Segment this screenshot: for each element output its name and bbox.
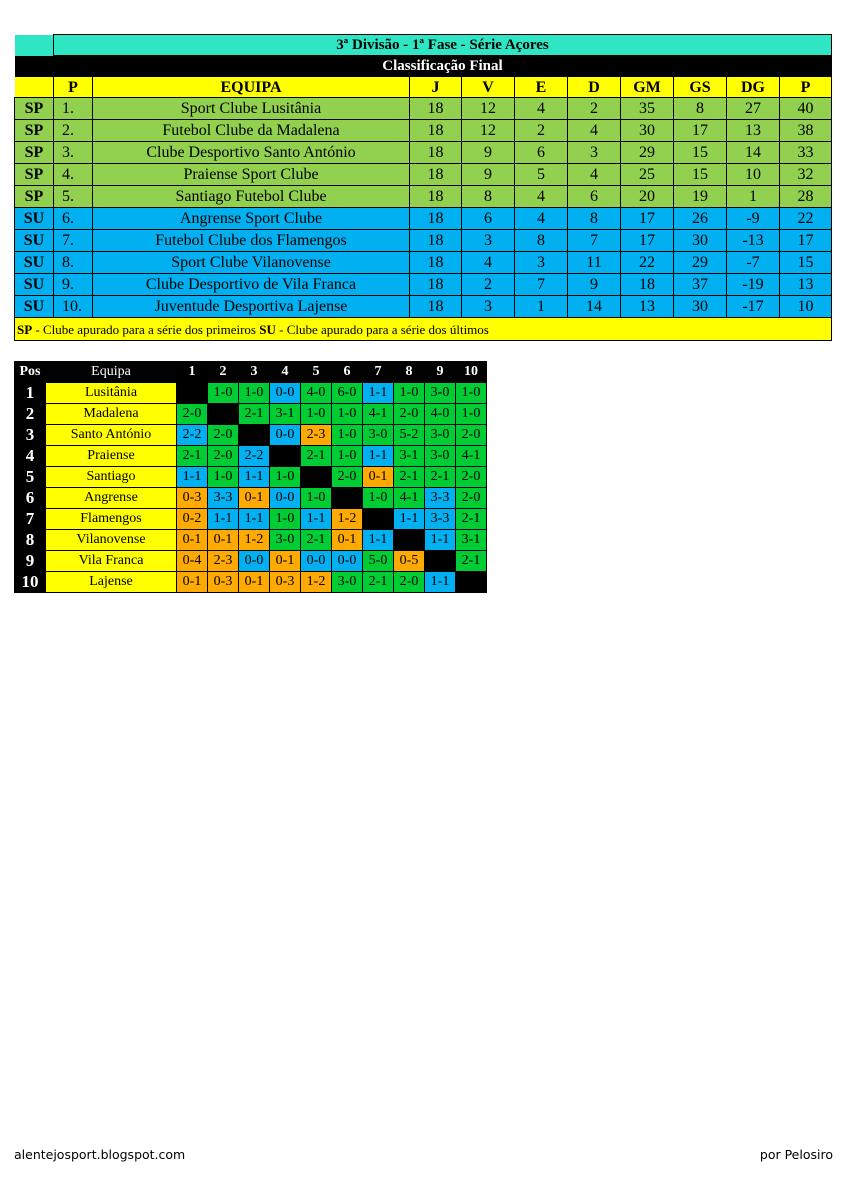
points-cell: 32 (780, 164, 832, 186)
match-result-cell: 2-1 (394, 467, 425, 488)
legend-sp-text: - Clube apurado para a série dos primeiros (32, 321, 260, 337)
match-result-cell: 4-0 (425, 404, 456, 425)
qualification-tag: SP (15, 98, 54, 120)
goals-for-cell: 18 (621, 274, 674, 296)
results-matrix (14, 361, 487, 593)
match-result-cell: 3-0 (270, 530, 301, 551)
goals-against-cell: 15 (674, 164, 727, 186)
matrix-row-team: Angrense (46, 488, 177, 509)
match-result-cell: 1-0 (270, 467, 301, 488)
match-result-cell: 1-0 (394, 383, 425, 404)
header-losses: D (568, 77, 621, 98)
standings-row (15, 98, 832, 120)
losses-cell: 7 (568, 230, 621, 252)
standings-row (15, 142, 832, 164)
standings-legend (15, 318, 832, 341)
team-name-cell: Santiago Futebol Clube (93, 186, 410, 208)
wins-cell: 9 (462, 164, 515, 186)
standings-row (15, 208, 832, 230)
draws-cell: 6 (515, 142, 568, 164)
matrix-column-header: 9 (425, 362, 456, 383)
match-result-cell: 0-3 (208, 572, 239, 593)
goals-against-cell: 15 (674, 142, 727, 164)
match-result-cell: 1-2 (239, 530, 270, 551)
match-result-cell: 1-1 (363, 383, 394, 404)
matrix-row-position: 10 (15, 572, 46, 593)
qualification-tag: SP (15, 186, 54, 208)
match-result-cell: 0-4 (177, 551, 208, 572)
losses-cell: 11 (568, 252, 621, 274)
match-result-cell: 0-0 (270, 425, 301, 446)
match-result-cell: 2-0 (208, 425, 239, 446)
match-result-cell: 0-0 (270, 488, 301, 509)
match-result-cell: 0-1 (239, 572, 270, 593)
standings-row (15, 252, 832, 274)
match-result-cell: 2-2 (239, 446, 270, 467)
standings-row (15, 164, 832, 186)
header-team: EQUIPA (93, 77, 410, 98)
matrix-self-cell (208, 404, 239, 425)
match-result-cell: 1-0 (208, 467, 239, 488)
standings-row (15, 230, 832, 252)
match-result-cell: 0-3 (270, 572, 301, 593)
match-result-cell: 2-1 (425, 467, 456, 488)
standings-row (15, 186, 832, 208)
goal-difference-cell: -17 (727, 296, 780, 318)
losses-cell: 3 (568, 142, 621, 164)
standings-row (15, 296, 832, 318)
qualification-tag: SU (15, 208, 54, 230)
wins-cell: 3 (462, 296, 515, 318)
draws-cell: 4 (515, 186, 568, 208)
match-result-cell: 1-2 (332, 509, 363, 530)
matrix-row-position: 7 (15, 509, 46, 530)
match-result-cell: 2-3 (208, 551, 239, 572)
games-cell: 18 (410, 274, 462, 296)
match-result-cell: 1-1 (239, 509, 270, 530)
header-goal-difference: DG (727, 77, 780, 98)
matrix-row-position: 6 (15, 488, 46, 509)
team-name-cell: Clube Desportivo de Vila Franca (93, 274, 410, 296)
matrix-row-team: Lajense (46, 572, 177, 593)
points-cell: 13 (780, 274, 832, 296)
match-result-cell: 2-0 (208, 446, 239, 467)
goals-for-cell: 30 (621, 120, 674, 142)
wins-cell: 9 (462, 142, 515, 164)
match-result-cell: 1-1 (239, 467, 270, 488)
qualification-tag: SP (15, 142, 54, 164)
wins-cell: 8 (462, 186, 515, 208)
matrix-self-cell (301, 467, 332, 488)
wins-cell: 3 (462, 230, 515, 252)
match-result-cell: 2-1 (301, 446, 332, 467)
qualification-tag: SU (15, 252, 54, 274)
matrix-header-row (15, 362, 487, 383)
position-cell: 4. (54, 164, 93, 186)
match-result-cell: 0-1 (332, 530, 363, 551)
goals-against-cell: 30 (674, 230, 727, 252)
matrix-column-header: 8 (394, 362, 425, 383)
matrix-row-team: Madalena (46, 404, 177, 425)
match-result-cell: 4-1 (456, 446, 487, 467)
match-result-cell: 3-0 (332, 572, 363, 593)
header-draws: E (515, 77, 568, 98)
losses-cell: 6 (568, 186, 621, 208)
goals-against-cell: 37 (674, 274, 727, 296)
goals-against-cell: 26 (674, 208, 727, 230)
match-result-cell: 2-0 (456, 467, 487, 488)
matrix-column-header: 7 (363, 362, 394, 383)
points-cell: 17 (780, 230, 832, 252)
matrix-header-pos: Pos (15, 362, 46, 383)
matrix-column-header: 10 (456, 362, 487, 383)
header-goals-for: GM (621, 77, 674, 98)
standings-table (14, 34, 832, 341)
wins-cell: 12 (462, 98, 515, 120)
matrix-row (15, 551, 487, 572)
match-result-cell: 1-1 (425, 530, 456, 551)
match-result-cell: 2-0 (394, 572, 425, 593)
goal-difference-cell: -9 (727, 208, 780, 230)
games-cell: 18 (410, 296, 462, 318)
goals-for-cell: 35 (621, 98, 674, 120)
position-cell: 8. (54, 252, 93, 274)
match-result-cell: 1-0 (456, 383, 487, 404)
match-result-cell: 2-1 (456, 509, 487, 530)
match-result-cell: 0-0 (301, 551, 332, 572)
match-result-cell: 1-0 (301, 488, 332, 509)
legend-sp-code: SP (17, 321, 33, 337)
goals-for-cell: 17 (621, 230, 674, 252)
matrix-column-header: 5 (301, 362, 332, 383)
matrix-row (15, 467, 487, 488)
legend-su-text: - Clube apurado para a série dos últimos (275, 321, 489, 337)
matrix-row-team: Santiago (46, 467, 177, 488)
draws-cell: 3 (515, 252, 568, 274)
match-result-cell: 4-0 (301, 383, 332, 404)
wins-cell: 4 (462, 252, 515, 274)
games-cell: 18 (410, 208, 462, 230)
team-name-cell: Clube Desportivo Santo António (93, 142, 410, 164)
match-result-cell: 0-1 (239, 488, 270, 509)
goal-difference-cell: -13 (727, 230, 780, 252)
team-name-cell: Juventude Desportiva Lajense (93, 296, 410, 318)
games-cell: 18 (410, 230, 462, 252)
match-result-cell: 2-0 (456, 425, 487, 446)
match-result-cell: 0-0 (332, 551, 363, 572)
goals-for-cell: 22 (621, 252, 674, 274)
match-result-cell: 3-0 (425, 425, 456, 446)
qualification-tag: SP (15, 164, 54, 186)
games-cell: 18 (410, 252, 462, 274)
matrix-self-cell (270, 446, 301, 467)
losses-cell: 14 (568, 296, 621, 318)
matrix-self-cell (456, 572, 487, 593)
matrix-row-team: Praiense (46, 446, 177, 467)
qualification-tag: SU (15, 230, 54, 252)
position-cell: 10. (54, 296, 93, 318)
matrix-row (15, 530, 487, 551)
matrix-column-header: 6 (332, 362, 363, 383)
match-result-cell: 1-1 (363, 530, 394, 551)
losses-cell: 8 (568, 208, 621, 230)
match-result-cell: 5-0 (363, 551, 394, 572)
draws-cell: 7 (515, 274, 568, 296)
goal-difference-cell: 27 (727, 98, 780, 120)
position-cell: 7. (54, 230, 93, 252)
losses-cell: 9 (568, 274, 621, 296)
goals-for-cell: 29 (621, 142, 674, 164)
wins-cell: 2 (462, 274, 515, 296)
match-result-cell: 0-5 (394, 551, 425, 572)
team-name-cell: Angrense Sport Clube (93, 208, 410, 230)
team-name-cell: Futebol Clube dos Flamengos (93, 230, 410, 252)
match-result-cell: 2-1 (301, 530, 332, 551)
match-result-cell: 2-2 (177, 425, 208, 446)
matrix-row-team: Lusitânia (46, 383, 177, 404)
footer-site: alentejosport.blogspot.com (14, 1147, 186, 1162)
match-result-cell: 2-3 (301, 425, 332, 446)
match-result-cell: 1-0 (456, 404, 487, 425)
standings-subtitle-row (15, 56, 832, 77)
goals-against-cell: 17 (674, 120, 727, 142)
match-result-cell: 2-0 (332, 467, 363, 488)
match-result-cell: 1-0 (363, 488, 394, 509)
qualification-tag: SU (15, 296, 54, 318)
goal-difference-cell: 10 (727, 164, 780, 186)
match-result-cell: 0-1 (208, 530, 239, 551)
matrix-row (15, 509, 487, 530)
match-result-cell: 3-3 (425, 488, 456, 509)
match-result-cell: 2-1 (239, 404, 270, 425)
match-result-cell: 4-1 (363, 404, 394, 425)
matrix-row (15, 446, 487, 467)
matrix-row-position: 2 (15, 404, 46, 425)
match-result-cell: 1-0 (208, 383, 239, 404)
qualification-tag: SP (15, 120, 54, 142)
goal-difference-cell: 13 (727, 120, 780, 142)
losses-cell: 4 (568, 164, 621, 186)
matrix-row-team: Vilanovense (46, 530, 177, 551)
match-result-cell: 0-1 (177, 572, 208, 593)
points-cell: 10 (780, 296, 832, 318)
matrix-column-header: 3 (239, 362, 270, 383)
matrix-row (15, 572, 487, 593)
match-result-cell: 1-1 (363, 446, 394, 467)
match-result-cell: 0-1 (177, 530, 208, 551)
games-cell: 18 (410, 164, 462, 186)
match-result-cell: 1-1 (394, 509, 425, 530)
points-cell: 28 (780, 186, 832, 208)
games-cell: 18 (410, 98, 462, 120)
match-result-cell: 3-1 (270, 404, 301, 425)
standings-title: 3ª Divisão - 1ª Fase - Série Açores (54, 35, 832, 56)
position-cell: 2. (54, 120, 93, 142)
match-result-cell: 3-1 (394, 446, 425, 467)
team-name-cell: Sport Clube Lusitânia (93, 98, 410, 120)
header-games: J (410, 77, 462, 98)
match-result-cell: 2-0 (456, 488, 487, 509)
standings-row (15, 274, 832, 296)
matrix-self-cell (363, 509, 394, 530)
goal-difference-cell: 14 (727, 142, 780, 164)
matrix-row-position: 8 (15, 530, 46, 551)
position-cell: 9. (54, 274, 93, 296)
matrix-row-position: 1 (15, 383, 46, 404)
matrix-row-position: 5 (15, 467, 46, 488)
points-cell: 33 (780, 142, 832, 164)
matrix-self-cell (177, 383, 208, 404)
header-position: P (54, 77, 93, 98)
matrix-self-cell (332, 488, 363, 509)
matrix-row-team: Flamengos (46, 509, 177, 530)
matrix-self-cell (425, 551, 456, 572)
match-result-cell: 0-2 (177, 509, 208, 530)
standings-subtitle: Classificação Final (54, 56, 832, 77)
match-result-cell: 1-0 (332, 446, 363, 467)
matrix-self-cell (394, 530, 425, 551)
match-result-cell: 3-1 (456, 530, 487, 551)
games-cell: 18 (410, 120, 462, 142)
goals-against-cell: 8 (674, 98, 727, 120)
matrix-row-team: Vila Franca (46, 551, 177, 572)
match-result-cell: 3-3 (208, 488, 239, 509)
matrix-row-team: Santo António (46, 425, 177, 446)
draws-cell: 8 (515, 230, 568, 252)
match-result-cell: 2-0 (394, 404, 425, 425)
standings-legend-row (15, 318, 832, 341)
match-result-cell: 1-1 (301, 509, 332, 530)
goal-difference-cell: 1 (727, 186, 780, 208)
matrix-row (15, 425, 487, 446)
position-cell: 1. (54, 98, 93, 120)
match-result-cell: 0-1 (270, 551, 301, 572)
match-result-cell: 5-2 (394, 425, 425, 446)
team-name-cell: Praiense Sport Clube (93, 164, 410, 186)
draws-cell: 4 (515, 98, 568, 120)
match-result-cell: 1-1 (208, 509, 239, 530)
standings-row (15, 120, 832, 142)
match-result-cell: 2-0 (177, 404, 208, 425)
match-result-cell: 3-0 (425, 446, 456, 467)
match-result-cell: 1-0 (332, 425, 363, 446)
draws-cell: 5 (515, 164, 568, 186)
points-cell: 40 (780, 98, 832, 120)
points-cell: 38 (780, 120, 832, 142)
match-result-cell: 0-1 (363, 467, 394, 488)
goal-difference-cell: -19 (727, 274, 780, 296)
goals-against-cell: 29 (674, 252, 727, 274)
match-result-cell: 0-3 (177, 488, 208, 509)
draws-cell: 4 (515, 208, 568, 230)
goals-for-cell: 17 (621, 208, 674, 230)
matrix-column-header: 1 (177, 362, 208, 383)
match-result-cell: 3-0 (363, 425, 394, 446)
match-result-cell: 0-0 (270, 383, 301, 404)
goals-for-cell: 20 (621, 186, 674, 208)
match-result-cell: 2-1 (456, 551, 487, 572)
team-name-cell: Futebol Clube da Madalena (93, 120, 410, 142)
points-cell: 15 (780, 252, 832, 274)
footer-author: por Pelosiro (759, 1147, 833, 1162)
position-cell: 5. (54, 186, 93, 208)
matrix-row-position: 4 (15, 446, 46, 467)
header-goals-against: GS (674, 77, 727, 98)
goals-against-cell: 30 (674, 296, 727, 318)
qualification-tag: SU (15, 274, 54, 296)
goals-for-cell: 13 (621, 296, 674, 318)
team-name-cell: Sport Clube Vilanovense (93, 252, 410, 274)
draws-cell: 2 (515, 120, 568, 142)
wins-cell: 6 (462, 208, 515, 230)
match-result-cell: 0-0 (239, 551, 270, 572)
goals-against-cell: 19 (674, 186, 727, 208)
goal-difference-cell: -7 (727, 252, 780, 274)
matrix-row (15, 383, 487, 404)
goals-for-cell: 25 (621, 164, 674, 186)
match-result-cell: 3-3 (425, 509, 456, 530)
match-result-cell: 1-1 (177, 467, 208, 488)
matrix-row-position: 3 (15, 425, 46, 446)
matrix-row-position: 9 (15, 551, 46, 572)
match-result-cell: 1-1 (425, 572, 456, 593)
matrix-row (15, 404, 487, 425)
matrix-header-team: Equipa (46, 362, 177, 383)
games-cell: 18 (410, 142, 462, 164)
draws-cell: 1 (515, 296, 568, 318)
match-result-cell: 1-0 (239, 383, 270, 404)
position-cell: 6. (54, 208, 93, 230)
match-result-cell: 2-1 (363, 572, 394, 593)
match-result-cell: 1-0 (301, 404, 332, 425)
losses-cell: 2 (568, 98, 621, 120)
matrix-row (15, 488, 487, 509)
games-cell: 18 (410, 186, 462, 208)
match-result-cell: 1-0 (270, 509, 301, 530)
matrix-column-header: 2 (208, 362, 239, 383)
position-cell: 3. (54, 142, 93, 164)
wins-cell: 12 (462, 120, 515, 142)
match-result-cell: 1-2 (301, 572, 332, 593)
match-result-cell: 3-0 (425, 383, 456, 404)
standings-header-row (15, 77, 832, 98)
matrix-column-header: 4 (270, 362, 301, 383)
match-result-cell: 1-0 (332, 404, 363, 425)
match-result-cell: 2-1 (177, 446, 208, 467)
standings-title-row (15, 35, 832, 56)
match-result-cell: 4-1 (394, 488, 425, 509)
legend-su-code: SU (259, 321, 276, 337)
header-wins: V (462, 77, 515, 98)
points-cell: 22 (780, 208, 832, 230)
losses-cell: 4 (568, 120, 621, 142)
match-result-cell: 6-0 (332, 383, 363, 404)
header-points: P (780, 77, 832, 98)
matrix-self-cell (239, 425, 270, 446)
